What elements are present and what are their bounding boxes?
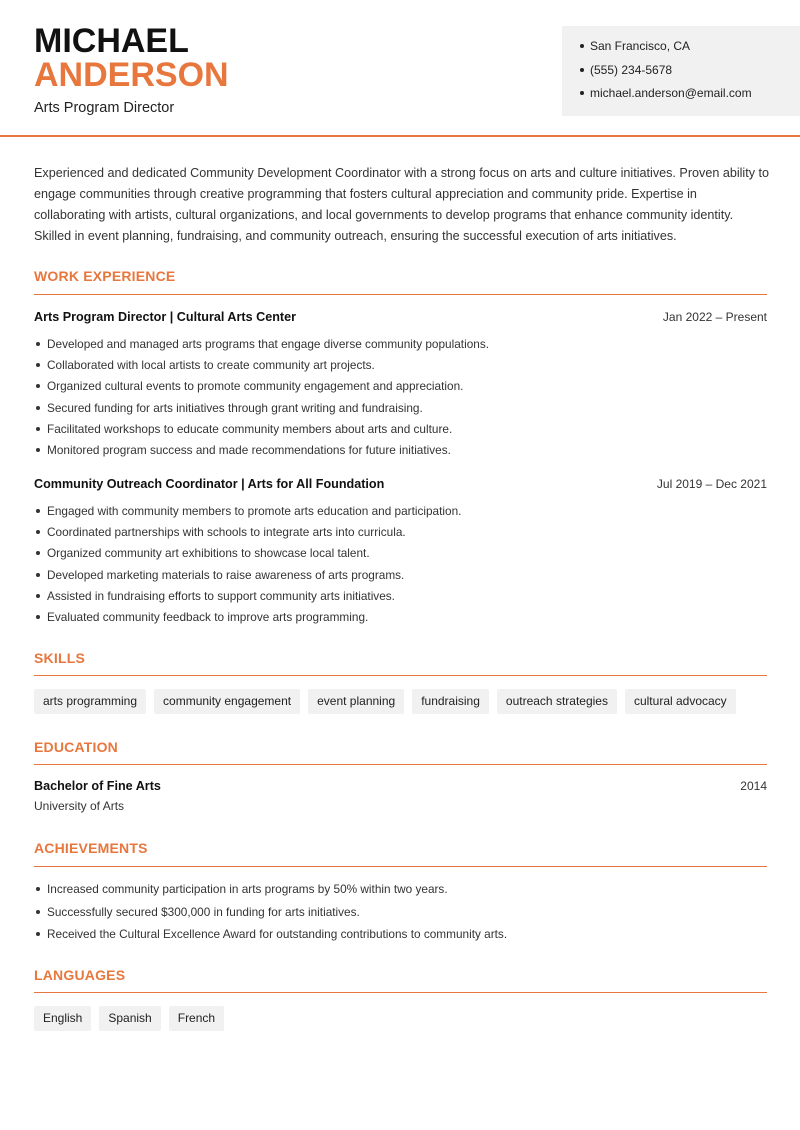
contact-box <box>562 26 800 116</box>
list-item: Organized cultural events to promote community engagement and appreciation. <box>34 378 767 399</box>
section-title-achievements: ACHIEVEMENTS <box>34 840 148 856</box>
list-item: Evaluated community feedback to improve arts programming. <box>34 609 767 630</box>
section-divider <box>34 992 767 993</box>
resume-header <box>0 0 800 137</box>
language-tag: English <box>34 1006 91 1031</box>
list-item: Received the Cultural Excellence Award for outstanding contributions to community arts. <box>34 926 767 949</box>
job-dates: Jul 2019 – Dec 2021 <box>656 477 767 491</box>
achievements-list <box>34 881 767 949</box>
skill-tag: fundraising <box>412 689 489 714</box>
education-degree: Bachelor of Fine Arts <box>34 779 161 793</box>
contact-phone: (555) 234-5678 <box>580 62 800 86</box>
contact-location: San Francisco, CA <box>580 38 800 62</box>
summary: Experienced and dedicated Community Development Coordinator with a strong focus on arts and culture initiatives. Proven ability to engage communities through creative programming that fosters cultural appreciation and community pride. Expertise in collaborating with artists, cultural organizations, and local governments to develop programs that enhance community identity. Skilled in event planning, fundraising, and community outreach, ensuring the successful execution of arts initiatives. <box>34 166 770 243</box>
job-role: Community Outreach Coordinator | Arts for All Foundation <box>34 477 385 491</box>
job-header <box>34 477 767 495</box>
skill-tag: cultural advocacy <box>625 689 736 714</box>
skills-list <box>34 689 736 714</box>
job-dates: Jan 2022 – Present <box>662 310 767 324</box>
list-item: Facilitated workshops to educate community members about arts and culture. <box>34 421 767 442</box>
list-item: Organized community art exhibitions to showcase local talent. <box>34 545 767 566</box>
list-item: Collaborated with local artists to create community art projects. <box>34 357 767 378</box>
list-item: Developed and managed arts programs that engage diverse community populations. <box>34 336 767 357</box>
skill-tag: community engagement <box>154 689 300 714</box>
last-name: ANDERSON <box>34 56 229 94</box>
section-title-languages: LANGUAGES <box>34 967 126 983</box>
list-item: Developed marketing materials to raise awareness of arts programs. <box>34 567 767 588</box>
section-divider <box>34 294 767 295</box>
list-item: Successfully secured $300,000 in funding for arts initiatives. <box>34 904 767 927</box>
job-header <box>34 310 767 328</box>
job-bullets <box>34 336 767 463</box>
section-title-work: WORK EXPERIENCE <box>34 268 176 284</box>
skill-tag: arts programming <box>34 689 146 714</box>
skill-tag: event planning <box>308 689 404 714</box>
section-divider <box>34 675 767 676</box>
list-item: Monitored program success and made recommendations for future initiatives. <box>34 442 767 463</box>
list-item: Engaged with community members to promote arts education and participation. <box>34 503 767 524</box>
language-tag: Spanish <box>99 1006 160 1031</box>
section-divider <box>34 764 767 765</box>
education-year: 2014 <box>740 779 767 793</box>
languages-list <box>34 1006 224 1031</box>
list-item: Secured funding for arts initiatives through grant writing and fundraising. <box>34 400 767 421</box>
first-name: MICHAEL <box>34 22 189 60</box>
skill-tag: outreach strategies <box>497 689 617 714</box>
list-item: Coordinated partnerships with schools to integrate arts into curricula. <box>34 524 767 545</box>
job-title: Arts Program Director <box>34 100 175 116</box>
job-bullets <box>34 503 767 630</box>
section-divider <box>34 866 767 867</box>
contact-email: michael.anderson@email.com <box>580 85 800 109</box>
section-title-skills: SKILLS <box>34 650 85 666</box>
section-title-education: EDUCATION <box>34 739 118 755</box>
list-item: Increased community participation in arts programs by 50% within two years. <box>34 881 767 904</box>
education-school: University of Arts <box>34 799 125 813</box>
job-role: Arts Program Director | Cultural Arts Center <box>34 310 296 324</box>
language-tag: French <box>169 1006 224 1031</box>
list-item: Assisted in fundraising efforts to support community arts initiatives. <box>34 588 767 609</box>
